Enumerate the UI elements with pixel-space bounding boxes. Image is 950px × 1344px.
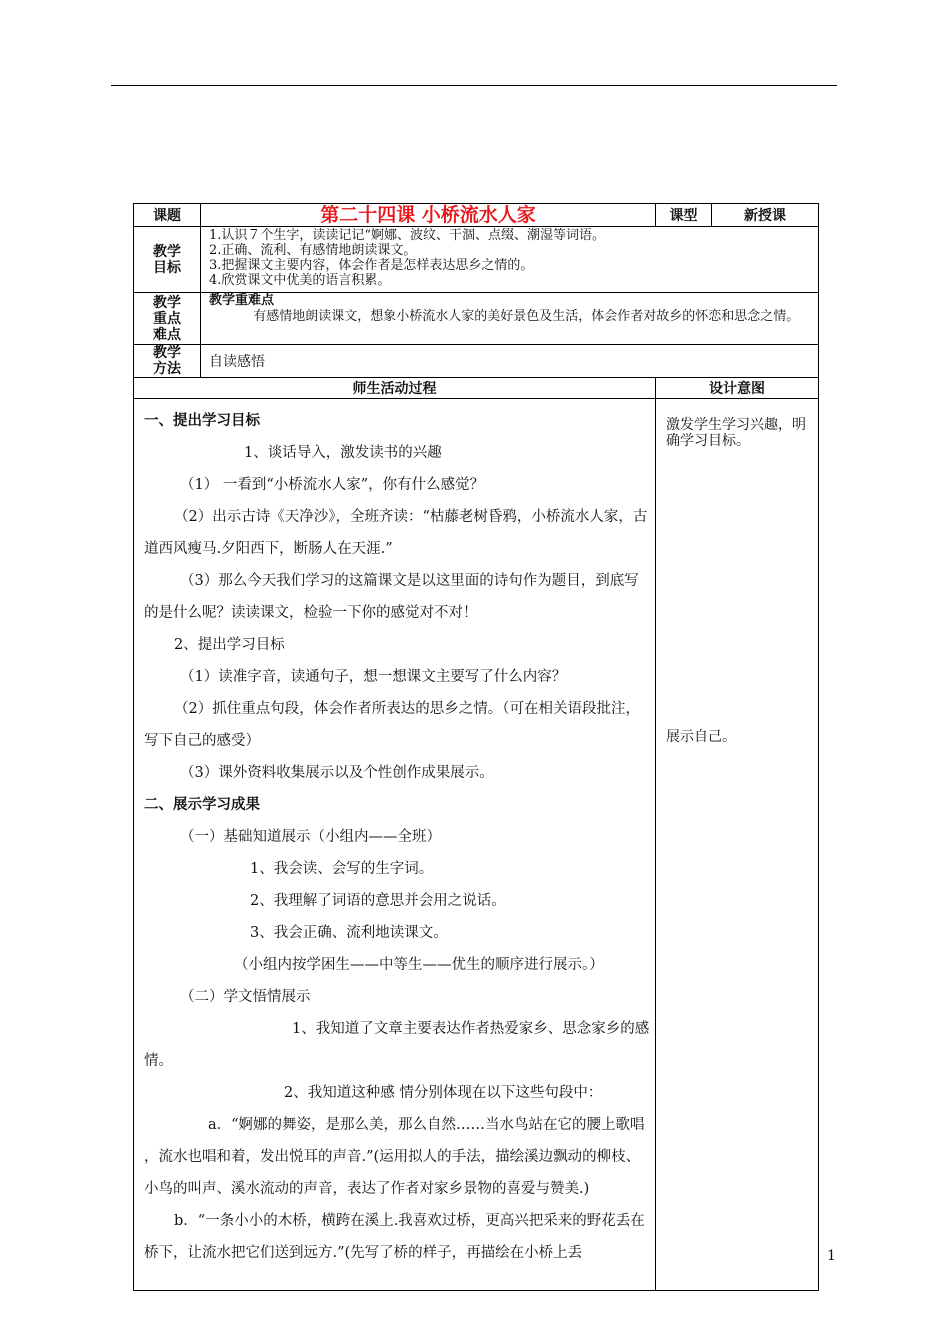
process-line: （二）学文悟情展示: [180, 989, 311, 1005]
intent-column-header: 设计意图: [656, 378, 819, 399]
process-line: 2、提出学习目标: [174, 637, 285, 653]
type-label: 课型: [656, 204, 712, 227]
process-line: （2）抓住重点句段，体会作者所表达的思乡之情。（可在相关语段批注，写下自己的感受）: [144, 701, 640, 749]
goals-content: [201, 227, 819, 293]
key-points-content: [201, 293, 819, 345]
process-line: b．“一条小小的木桥，横跨在溪上.我喜欢过桥，更高兴把采来的野花丢在桥下，让流水把它们送到远方.”(先写了桥的样子，再描绘在小桥上丢: [144, 1213, 645, 1261]
process-line: （2）出示古诗《天净沙》，全班齐读：“枯藤老树昏鸦，小桥流水人家，古道西风瘦马.夕阳西下，断肠人在天涯.”: [144, 509, 648, 557]
process-line: （3）课外资料收集展示以及个性创作成果展示。: [180, 765, 494, 781]
method-value: 自读感悟: [201, 345, 819, 378]
process-line: 1、谈话导入，激发读书的兴趣: [244, 445, 442, 461]
process-line: （小组内按学困生——中等生——优生的顺序进行展示。）: [234, 957, 604, 973]
process-line: （1）读准字音，读通句子，想一想课文主要写了什么内容？: [180, 669, 567, 685]
process-line: 2、我理解了词语的意思并会用之说话。: [250, 893, 506, 909]
goal-item: 3.把握课文主要内容，体会作者是怎样表达思乡之情的。: [209, 258, 534, 273]
section-heading: 二、展示学习成果: [144, 797, 260, 813]
goal-item: 2.正确、流利、有感情地朗读课文。: [209, 243, 417, 258]
process-line: a．“婀娜的舞姿，是那么美，那么自然……当水鸟站在它的腰上歌唱 ，流水也唱和着，发出悦耳的声音.”(运用拟人的手法，描绘溪边飘动的柳枝、小鸟的叫声、溪水流动的声音，表达了作者对家乡景物的喜爱与赞美.): [144, 1117, 645, 1197]
process-line: （一）基础知道展示（小组内——全班）: [180, 829, 441, 845]
intent-note: 激发学生学习兴趣，明确学习目标。: [666, 417, 806, 449]
key-points-label: 教学 重点 难点: [134, 293, 201, 345]
process-column-header: 师生活动过程: [134, 378, 656, 399]
page-number: 1: [827, 1248, 836, 1264]
topic-label: 课题: [134, 204, 201, 227]
process-line: 2、我知道这种感 情分别体现在以下这些句段中：: [284, 1085, 603, 1101]
intent-note: 展示自己。: [666, 729, 736, 745]
intent-content: [656, 399, 819, 1291]
lesson-title: 第二十四课 小桥流水人家: [201, 204, 656, 227]
lesson-plan-table: [133, 203, 819, 1291]
header-rule: [111, 85, 837, 86]
goal-item: 1.认识７个生字，读读记记“婀娜、波纹、干涸、点缀、潮湿等词语。: [209, 228, 606, 243]
section-heading: 一、提出学习目标: [144, 413, 260, 429]
process-line: （1） 一看到“小桥流水人家”，你有什么感觉？: [180, 477, 485, 493]
type-value: 新授课: [712, 204, 819, 227]
process-content: [134, 399, 656, 1291]
process-line: （3）那么今天我们学习的这篇课文是以这里面的诗句作为题目，到底写的是什么呢？读读课文，检验一下你的感觉对不对！: [144, 573, 639, 621]
goals-label: 教学 目标: [134, 227, 201, 293]
process-line: 3、我会正确、流利地读课文。: [250, 925, 448, 941]
key-points-title: 教学重难点: [209, 293, 275, 308]
goal-item: 4.欣赏课文中优美的语言积累。: [209, 273, 391, 288]
process-line: 1、我会读、会写的生字词。: [250, 861, 434, 877]
key-points-body: 有感情地朗读课文，想象小桥流水人家的美好景色及生活，体会作者对故乡的怀恋和思念之情。: [253, 309, 800, 324]
process-line: 1、我知道了文章主要表达作者热爱家乡、思念家乡的感情。: [144, 1021, 650, 1069]
method-label: 教学 方法: [134, 345, 201, 378]
